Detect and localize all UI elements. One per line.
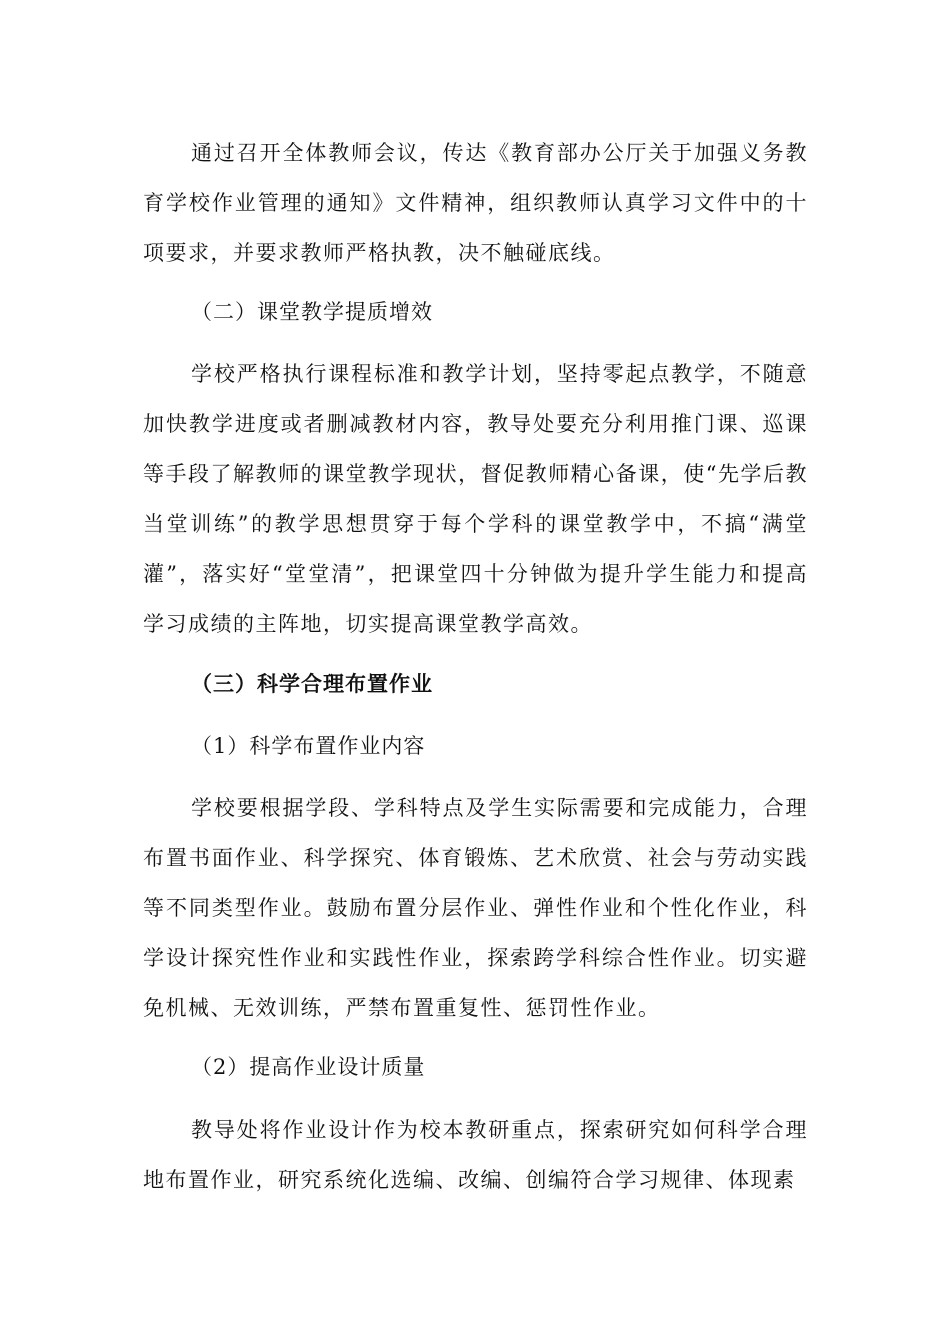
subheading-homework-content: （1）科学布置作业内容 [191, 734, 426, 758]
heading-homework: （三）科学合理布置作业 [191, 671, 433, 696]
paragraph-meeting: 通过召开全体教师会议，传达《教育部办公厅关于加强义务教育学校作业管理的通知》文件精神，组织教师认真学习文件中的十项要求，并要求教师严格执教，决不触碰底线。 [143, 141, 808, 265]
subheading-homework-quality: （2）提高作业设计质量 [191, 1055, 426, 1079]
paragraph-classroom-teaching: 学校严格执行课程标准和教学计划，坚持零起点教学，不随意加快教学进度或者删减教材内容，教导处要充分利用推门课、巡课等手段了解教师的课堂教学现状，督促教师精心备课，使“先学后教当堂训练”的教学思想贯穿于每个学科的课堂教学中，不搞“满堂灌”，落实好“堂堂清”，把课堂四十分钟做为提升学生能力和提高学习成绩的主阵地，切实提高课堂教学高效。 [143, 362, 808, 636]
paragraph-homework-quality: 教导处将作业设计作为校本教研重点，探索研究如何科学合理地布置作业，研究系统化选编、改编、创编符合学习规律、体现素 [143, 1118, 808, 1192]
heading-classroom-teaching: （二）课堂教学提质增效 [191, 300, 433, 324]
paragraph-homework-content: 学校要根据学段、学科特点及学生实际需要和完成能力，合理布置书面作业、科学探究、体育锻炼、艺术欣赏、社会与劳动实践等不同类型作业。鼓励布置分层作业、弹性作业和个性化作业，科学设计探究性作业和实践性作业，探索跨学科综合性作业。切实避免机械、无效训练，严禁布置重复性、惩罚性作业。 [143, 796, 808, 1020]
